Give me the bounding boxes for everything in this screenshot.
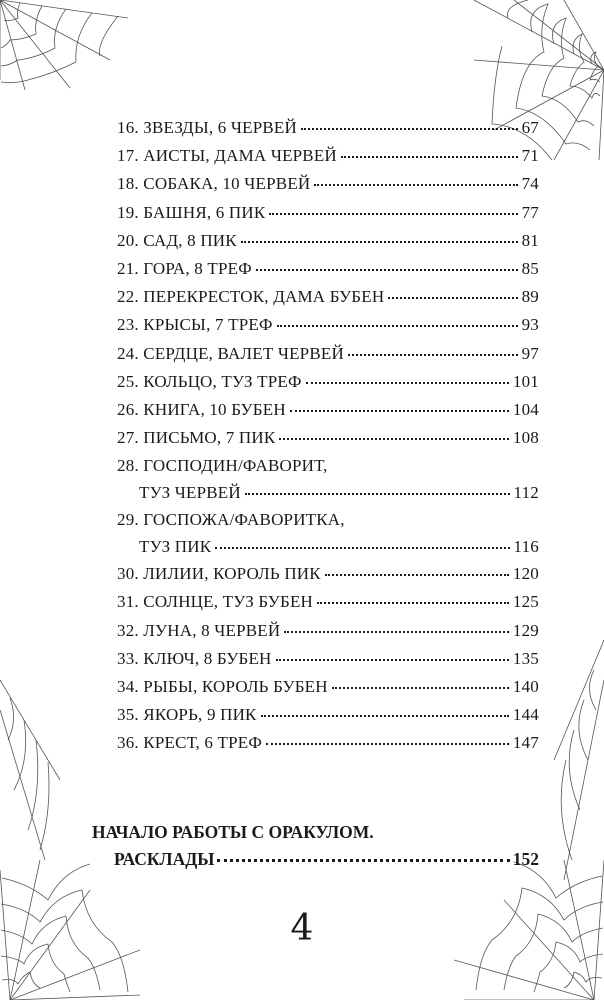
toc-entry[interactable] <box>117 510 539 564</box>
toc-entry[interactable] <box>117 456 539 510</box>
toc-entry-title: 20. САД, 8 ПИК <box>117 230 237 250</box>
toc-entry-page: 101 <box>512 371 539 391</box>
toc-entry-title: 35. ЯКОРЬ, 9 ПИК <box>117 705 257 725</box>
toc-entry-page: 112 <box>513 483 539 503</box>
toc-entry-page: 81 <box>521 230 539 250</box>
toc-entry-page: 120 <box>512 564 539 584</box>
toc-entry[interactable] <box>117 649 539 677</box>
toc-entry-page: 108 <box>512 428 539 448</box>
spider-web-top-left-icon <box>0 0 130 90</box>
toc-entry-title: 31. СОЛНЦЕ, ТУЗ БУБЕН <box>117 592 314 612</box>
leader-dots <box>388 296 517 299</box>
leader-dots <box>266 742 509 745</box>
toc-entry-page: 135 <box>512 648 539 668</box>
leader-dots <box>256 268 518 271</box>
leader-dots <box>332 686 509 689</box>
toc-entry[interactable] <box>117 287 539 315</box>
toc-entry[interactable] <box>117 146 539 174</box>
toc-section-title-continued: РАСКЛАДЫ <box>114 849 215 869</box>
toc-entry-page: 67 <box>521 118 539 137</box>
toc-entry-page: 140 <box>512 677 539 696</box>
toc-section-page: 152 <box>512 849 539 869</box>
toc-entry[interactable] <box>117 564 539 592</box>
toc-entry-title: 16. ЗВЕЗДЫ, 6 ЧЕРВЕЙ <box>117 118 297 137</box>
toc-entry-title: 28. ГОСПОДИН/ФАВОРИТ, <box>117 456 328 476</box>
toc-entry[interactable] <box>117 621 539 649</box>
leader-dots <box>277 324 518 327</box>
toc-entry[interactable] <box>117 315 539 343</box>
toc-entry-page: 74 <box>521 174 539 194</box>
leader-dots <box>279 437 508 440</box>
toc-entry-page: 89 <box>521 287 539 307</box>
leader-dots <box>348 353 518 356</box>
toc-entry-title: 34. РЫБЫ, КОРОЛЬ БУБЕН <box>117 677 328 696</box>
page-number: 4 <box>290 908 314 949</box>
toc-entry-title: 26. КНИГА, 10 БУБЕН <box>117 399 286 419</box>
toc-entry[interactable] <box>117 592 539 620</box>
toc-entry[interactable] <box>117 372 539 400</box>
toc-entry-title: 30. ЛИЛИИ, КОРОЛЬ ПИК <box>117 564 321 584</box>
toc-entry-title: 22. ПЕРЕКРЕСТОК, ДАМА БУБЕН <box>117 287 385 307</box>
table-of-contents <box>117 118 539 762</box>
toc-entry-title: 36. КРЕСТ, 6 ТРЕФ <box>117 733 263 753</box>
leader-dots <box>261 714 509 717</box>
toc-entry-title: 32. ЛУНА, 8 ЧЕРВЕЙ <box>117 620 281 640</box>
toc-entry-page: 125 <box>512 592 539 612</box>
leader-dots <box>215 546 509 549</box>
toc-entry[interactable] <box>117 259 539 287</box>
toc-entry-title: 24. СЕРДЦЕ, ВАЛЕТ ЧЕРВЕЙ <box>117 343 344 363</box>
toc-entry[interactable] <box>117 428 539 456</box>
toc-entry[interactable] <box>117 118 539 146</box>
toc-entry[interactable] <box>117 344 539 372</box>
leader-dots <box>317 601 509 604</box>
toc-entry-page: 85 <box>521 258 539 278</box>
leader-dots <box>314 183 517 186</box>
leader-dots <box>325 573 509 576</box>
toc-entry-title: 19. БАШНЯ, 6 ПИК <box>117 202 266 222</box>
leader-dots <box>284 630 509 633</box>
toc-entry-title: 17. АИСТЫ, ДАМА ЧЕРВЕЙ <box>117 146 337 166</box>
toc-entry[interactable] <box>117 174 539 202</box>
toc-entry-title-continued: ТУЗ ЧЕРВЕЙ <box>139 483 241 503</box>
toc-entry-title: 29. ГОСПОЖА/ФАВОРИТКА, <box>117 510 345 530</box>
toc-entry[interactable] <box>117 231 539 259</box>
toc-entry-title: 33. КЛЮЧ, 8 БУБЕН <box>117 648 272 668</box>
toc-entry-title: 18. СОБАКА, 10 ЧЕРВЕЙ <box>117 174 311 194</box>
toc-entry[interactable] <box>117 203 539 231</box>
leader-dots <box>341 155 518 158</box>
toc-entry-title: 21. ГОРА, 8 ТРЕФ <box>117 258 252 278</box>
toc-entry[interactable] <box>117 733 539 761</box>
leader-dots <box>245 492 510 495</box>
toc-entry[interactable] <box>117 677 539 705</box>
spider-web-right-icon <box>544 640 604 880</box>
toc-entry-page: 129 <box>512 620 539 640</box>
toc-entry-page: 71 <box>521 146 539 166</box>
leader-dots <box>217 859 509 862</box>
leader-dots <box>241 240 518 243</box>
leader-dots <box>290 409 509 412</box>
toc-section-title: НАЧАЛО РАБОТЫ С ОРАКУЛОМ. <box>92 822 374 842</box>
leader-dots <box>306 381 509 384</box>
toc-entry-page: 93 <box>521 315 539 335</box>
spider-web-left-icon <box>0 680 70 860</box>
leader-dots <box>269 212 517 215</box>
toc-entry-page: 77 <box>521 202 539 222</box>
toc-section-entry[interactable] <box>92 822 539 870</box>
toc-entry-page: 147 <box>512 733 539 753</box>
toc-entry-title-continued: ТУЗ ПИК <box>139 537 212 557</box>
toc-entry-title: 23. КРЫСЫ, 7 ТРЕФ <box>117 315 273 335</box>
toc-entry-page: 97 <box>521 343 539 363</box>
toc-entry[interactable] <box>117 705 539 733</box>
toc-entry-title: 25. КОЛЬЦО, ТУЗ ТРЕФ <box>117 371 302 391</box>
toc-entry[interactable] <box>117 400 539 428</box>
toc-entry-page: 144 <box>512 705 539 725</box>
leader-dots <box>276 658 509 661</box>
leader-dots <box>301 127 518 130</box>
toc-entry-page: 104 <box>512 399 539 419</box>
toc-entry-page: 116 <box>513 537 539 557</box>
toc-entry-title: 27. ПИСЬМО, 7 ПИК <box>117 428 276 448</box>
